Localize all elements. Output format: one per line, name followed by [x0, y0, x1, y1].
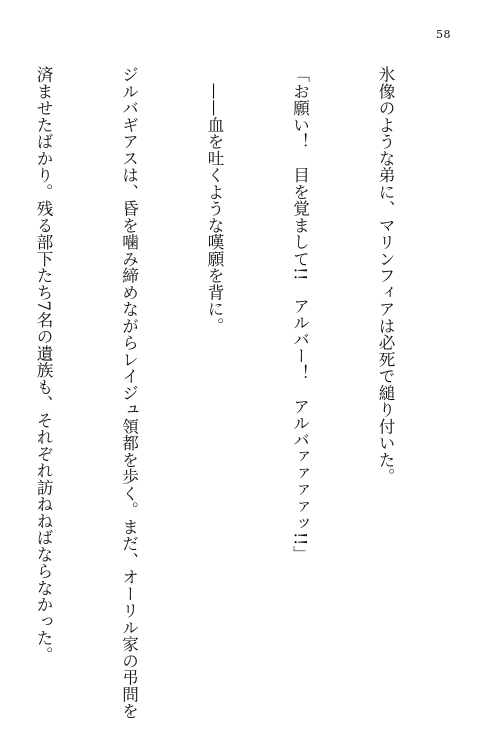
text-line: ——血を吐くような嘆願を背に。	[205, 66, 224, 334]
text-line: 済ませたばかり。残る部下たち7名の遺族も、それぞれ訪ねねばならなかった。	[34, 66, 53, 663]
text-line: 氷像のような弟に、マリンフィアは必死で縋り付いた。	[376, 66, 395, 485]
text-line: 「お願い！ 目を覚まして!! アルバー！ アルバァァァァッ!!」	[290, 66, 310, 563]
vertical-text-body	[34, 66, 456, 720]
text-line: ジルバギアスは、昏を噛み締めながらレイジュ領都を歩く。まだ、オーリル家の弔問を	[119, 66, 139, 720]
page-number: 58	[436, 28, 451, 41]
